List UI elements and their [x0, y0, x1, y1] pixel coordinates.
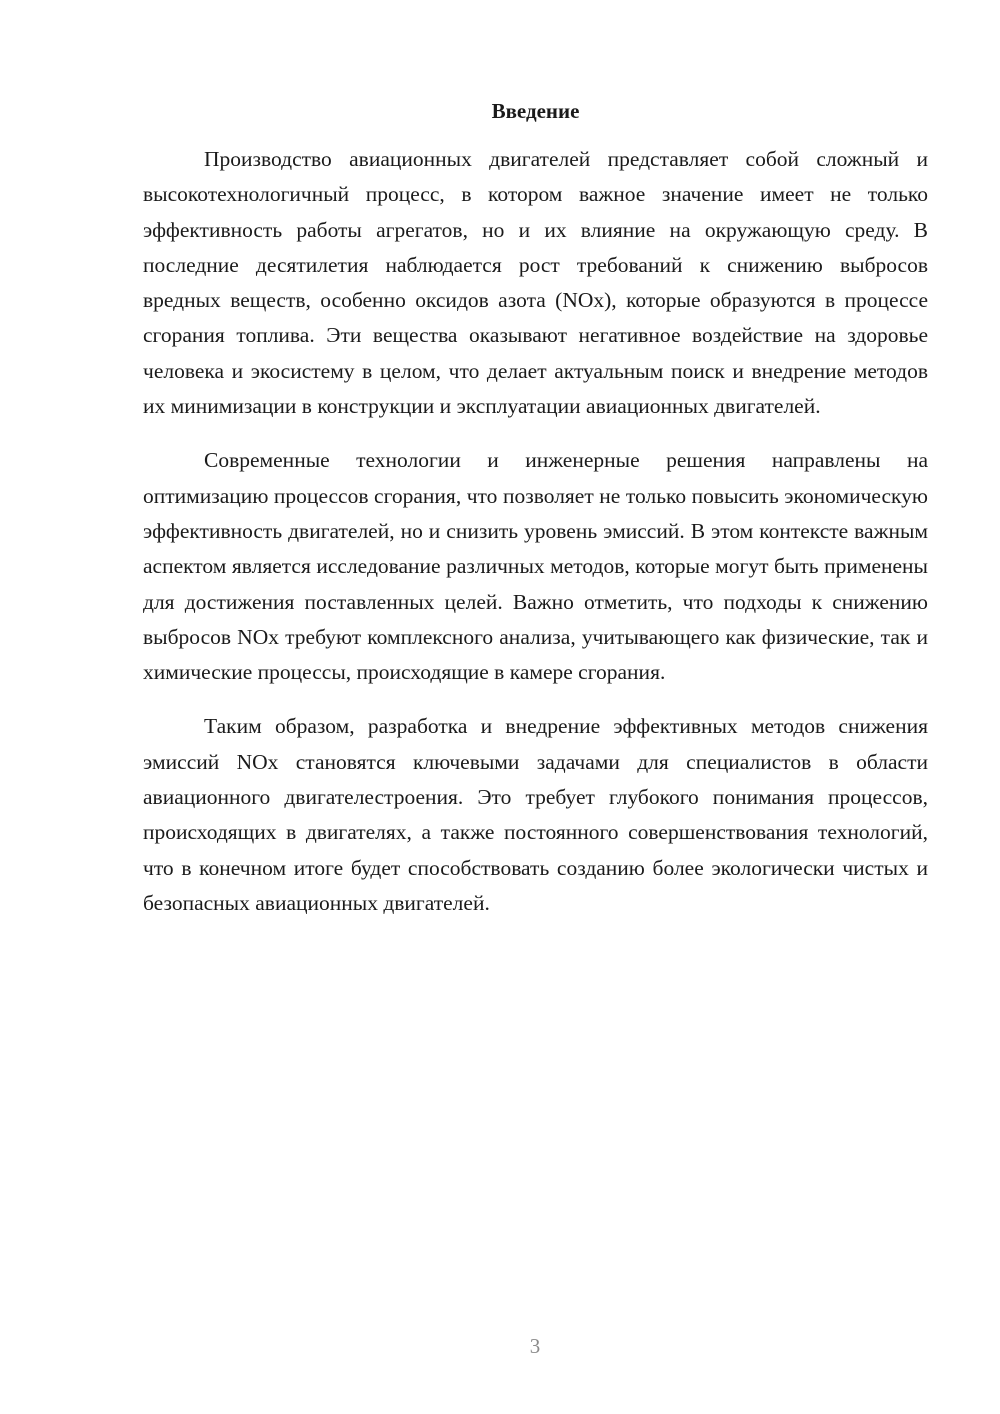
page-number: 3 [529, 1334, 541, 1358]
paragraph-3: Таким образом, разработка и внедрение эффективных методов снижения эмиссий NOx становятся ключевыми задачами для специалистов в области авиационного двигателестроения. Это требует глубокого понимания процессов, происходящих в двигателях, а также постоянного совершенствования технологий, что в конечном итоге будет способствовать созданию более экологически чистых и безопасных авиационных двигателей. [143, 714, 928, 915]
body-text [143, 142, 928, 940]
paragraph-2: Современные технологии и инженерные решения направлены на оптимизацию процессов сгорания, что позволяет не только повысить экономическую эффективность двигателей, но и снизить уровень эмиссий. В этом контексте важным аспектом является исследование различных методов, которые могут быть применены для достижения поставленных целей. Важно отметить, что подходы к снижению выбросов NOx требуют комплексного анализа, учитывающего как физические, так и химические процессы, происходящие в камере сгорания. [143, 448, 928, 685]
section-heading: Введение [491, 99, 580, 123]
paragraph-1: Производство авиационных двигателей представляет собой сложный и высокотехнологичный процесс, в котором важное значение имеет не только эффективность работы агрегатов, но и их влияние на окружающую среду. В последние десятилетия наблюдается рост требований к снижению выбросов вредных веществ, особенно оксидов азота (NOx), которые образуются в процессе сгорания топлива. Эти вещества оказывают негативное воздействие на здоровье человека и экосистему в целом, что делает актуальным поиск и внедрение методов их минимизации в конструкции и эксплуатации авиационных двигателей. [143, 147, 928, 419]
